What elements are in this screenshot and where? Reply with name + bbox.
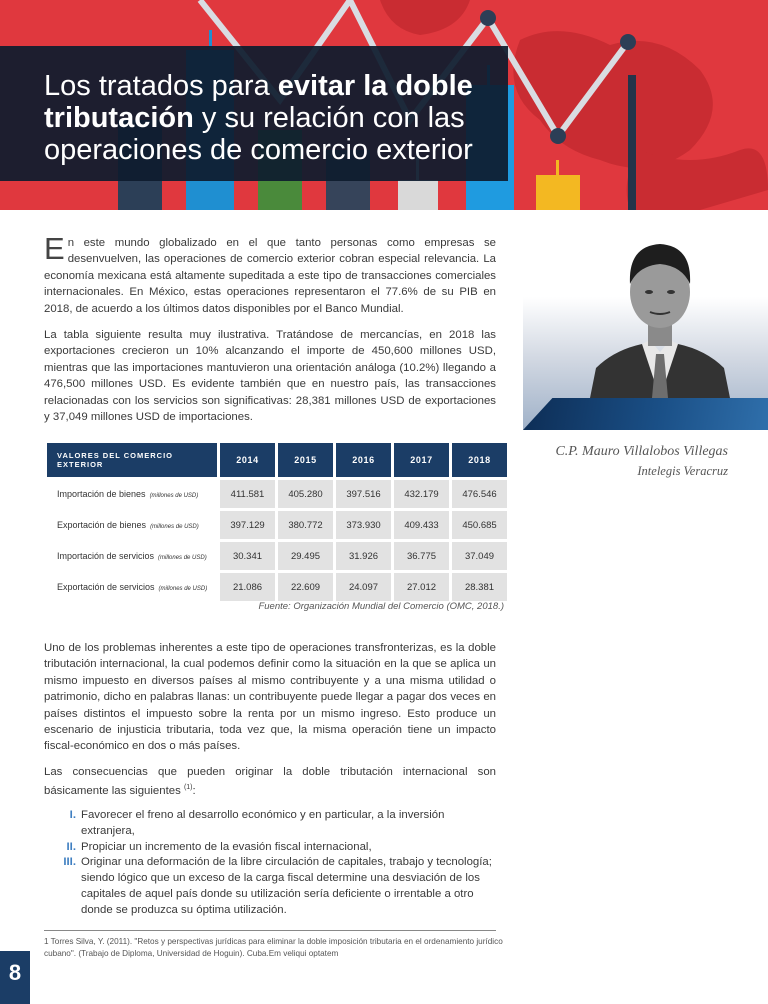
list-item: [60, 855, 500, 918]
table-source: Fuente: Organización Mundial del Comercio (OMC, 2018.): [258, 601, 504, 612]
list-item: [60, 840, 500, 856]
table-cell: 24.097: [336, 573, 391, 601]
footnote: 1 Torres Silva, Y. (2011). "Retos y perspectivas jurídicas para eliminar la doble imposición tributaria en el ordenamiento jurídico cubano". (Trabajo de Diploma, Universidad de Hoguin). Cuba.Em veliqui optatem: [44, 937, 503, 958]
list-text: Originar una deformación de la libre circulación de capitales, trabajo y tecnología; siendo lógico que un exceso de la carga fiscal determine una desviación de los capitales de aquel país donde su utilización sería deficiente o irrentable a otro donde se produzca su óptima utilización.: [81, 856, 492, 916]
table-cell: 397.516: [336, 480, 391, 508]
table-cell: 28.381: [452, 573, 507, 601]
list-item: [60, 808, 500, 840]
table-intro-paragraph: La tabla siguiente resulta muy ilustrativa. Tratándose de mercancías, en 2018 las exportaciones crecieron un 10% alcanzando el importe de 450,600 millones USD, mientras que las importaciones mantuvieron una orientación análoga (10.2%) llegando a 476,500 millones USD. Es evidente también que en nuestro país, las transacciones relacionadas con los servicios son significativas: 28,381 millones USD de exportaciones y 37,049 millones USD de importaciones.: [44, 329, 496, 424]
table-row: [47, 573, 507, 601]
row-label: Importación de bienes (millones de USD): [57, 489, 199, 499]
article-title: Los tratados para evitar la doble tributación y su relación con las operaciones de comercio exterior: [44, 70, 473, 166]
table-cell: 476.546: [452, 480, 507, 508]
table-cell: 432.179: [394, 480, 449, 508]
row-label: Exportación de servicios (millones de USD): [57, 582, 208, 592]
list-text: Propiciar un incremento de la evasión fiscal internacional,: [81, 840, 372, 853]
list-numeral: II.: [66, 840, 76, 853]
author-name: C.P. Mauro Villalobos Villegas: [555, 444, 728, 459]
consequences-intro: Las consecuencias que pueden originar la doble tributación internacional son básicamente las siguientes $^{(1)}$:: [44, 766, 496, 798]
trade-values-table: [44, 440, 510, 604]
list-numeral: I.: [69, 809, 76, 821]
table-cell: 405.280: [278, 480, 333, 508]
table-cell: 397.129: [220, 511, 275, 539]
table-header-year: 2014: [220, 443, 275, 477]
table-cell: 27.012: [394, 573, 449, 601]
footnote-divider: [44, 930, 496, 931]
table-cell: 380.772: [278, 511, 333, 539]
table-row: [47, 511, 507, 539]
author-photo: [590, 236, 730, 398]
list-text: Favorecer el freno al desarrollo económico y en particular, a la inversión extranjera,: [81, 809, 445, 837]
row-label: Exportación de bienes (millones de USD): [57, 520, 199, 530]
table-cell: 30.341: [220, 542, 275, 570]
row-label: Importación de servicios (millones de USD): [57, 551, 207, 561]
table-header-label: VALORES DEL COMERCIO EXTERIOR: [47, 443, 217, 477]
table-row: [47, 542, 507, 570]
table-cell: 450.685: [452, 511, 507, 539]
table-cell: 36.775: [394, 542, 449, 570]
table-cell: 21.086: [220, 573, 275, 601]
table-header-year: 2015: [278, 443, 333, 477]
table-header-year: 2018: [452, 443, 507, 477]
intro-paragraph: En este mundo globalizado en el que tanto personas como empresas se desenvuelven, las operaciones de comercio exterior cobran especial relevancia. La economía mexicana está altamente supeditada a este tipo de transacciones comerciales internacionales. En México, estas operaciones representaron el 77.6% de su PIB en 2018, de acuerdo a los últimos datos disponibles por el Banco Mundial.: [44, 231, 496, 315]
drop-cap: E: [44, 231, 65, 266]
table-row: [47, 480, 507, 508]
consequences-list: [60, 808, 500, 919]
table-header-row: [47, 443, 507, 477]
table-cell: 411.581: [220, 480, 275, 508]
body-paragraph: Uno de los problemas inherentes a este tipo de operaciones transfronterizas, es la doble tributación internacional, la cual podemos definir como la situación en la que se aplica un mismo impuesto en diversos países al mismo contribuyente y a una misma utilidad o patrimonio, dicho en palabras llanas: un contribuyente puede llegar a pagar dos veces en países distintos el impuesto sobre la renta por un mismo ingreso. Esto produce un escenario de injusticia tributaria, toda vez que, la misma operación tiene un impacto fiscal-económico en dos o más países.: [44, 642, 496, 753]
list-numeral: III.: [63, 856, 76, 869]
author-org: Intelegis Veracruz: [637, 464, 728, 478]
photo-stripe: [523, 398, 768, 430]
table-cell: 31.926: [336, 542, 391, 570]
table-cell: 37.049: [452, 542, 507, 570]
footnote-ref: (1): [183, 784, 193, 792]
table-cell: 373.930: [336, 511, 391, 539]
table-header-year: 2016: [336, 443, 391, 477]
table-header-year: 2017: [394, 443, 449, 477]
table-cell: 22.609: [278, 573, 333, 601]
table-cell: 409.433: [394, 511, 449, 539]
page-number: 8: [8, 960, 22, 985]
table-cell: 29.495: [278, 542, 333, 570]
